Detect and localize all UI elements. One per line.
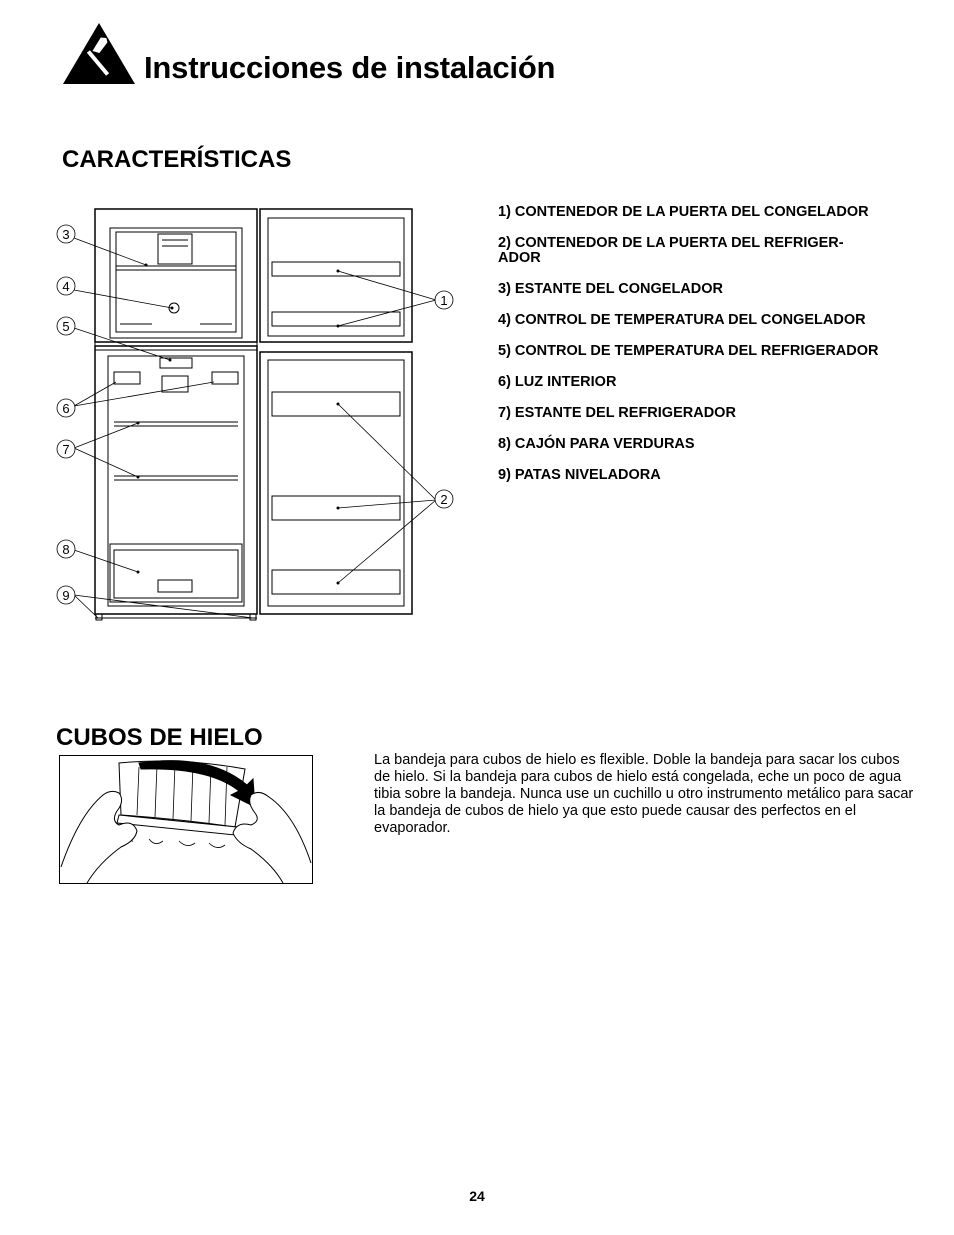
features-heading: CARACTERÍSTICAS bbox=[62, 146, 292, 173]
page-title: Instrucciones de instalación bbox=[144, 50, 556, 85]
callout-5: 5 bbox=[62, 319, 70, 334]
feature-item-1: 1) CONTENEDOR DE LA PUERTA DEL CONGELADOR bbox=[498, 204, 869, 220]
feature-item-4: 4) CONTROL DE TEMPERATURA DEL CONGELADOR bbox=[498, 312, 866, 328]
refrigerator-diagram bbox=[50, 200, 460, 630]
callout-3: 3 bbox=[62, 227, 70, 242]
feature-item-8: 8) CAJÓN PARA VERDURAS bbox=[498, 436, 695, 452]
feature-item-2: 2) CONTENEDOR DE LA PUERTA DEL REFRIGER- ADOR bbox=[498, 235, 844, 266]
hammer-warning-icon bbox=[62, 22, 136, 86]
feature-item-5: 5) CONTROL DE TEMPERATURA DEL REFRIGERADOR bbox=[498, 343, 879, 359]
callout-6: 6 bbox=[62, 401, 70, 416]
feature-item-7: 7) ESTANTE DEL REFRIGERADOR bbox=[498, 405, 736, 421]
callout-8: 8 bbox=[62, 542, 70, 557]
callout-9: 9 bbox=[62, 588, 70, 603]
page-number: 24 bbox=[469, 1188, 485, 1204]
callout-4: 4 bbox=[62, 279, 70, 294]
ice-heading: CUBOS DE HIELO bbox=[56, 724, 263, 751]
ice-instructions-paragraph: La bandeja para cubos de hielo es flexible. Doble la bandeja para sacar los cubos de hielo. Si la bandeja para cubos de hielo está congelada, eche un poco de agua tibia sobre la bandeja. Nunca use un cuchillo u otro instrumento metálico para sacar la bandeja de cubos de hielo ya que esto puede causar des perfectos en el evaporador. bbox=[374, 752, 914, 836]
feature-item-3: 3) ESTANTE DEL CONGELADOR bbox=[498, 281, 724, 297]
callout-1: 1 bbox=[440, 293, 448, 308]
callout-7: 7 bbox=[62, 442, 70, 457]
feature-item-6: 6) LUZ INTERIOR bbox=[498, 374, 617, 390]
features-list bbox=[498, 205, 928, 499]
ice-tray-illustration bbox=[59, 755, 313, 884]
feature-item-9: 9) PATAS NIVELADORA bbox=[498, 467, 661, 483]
callout-2: 2 bbox=[440, 492, 448, 507]
